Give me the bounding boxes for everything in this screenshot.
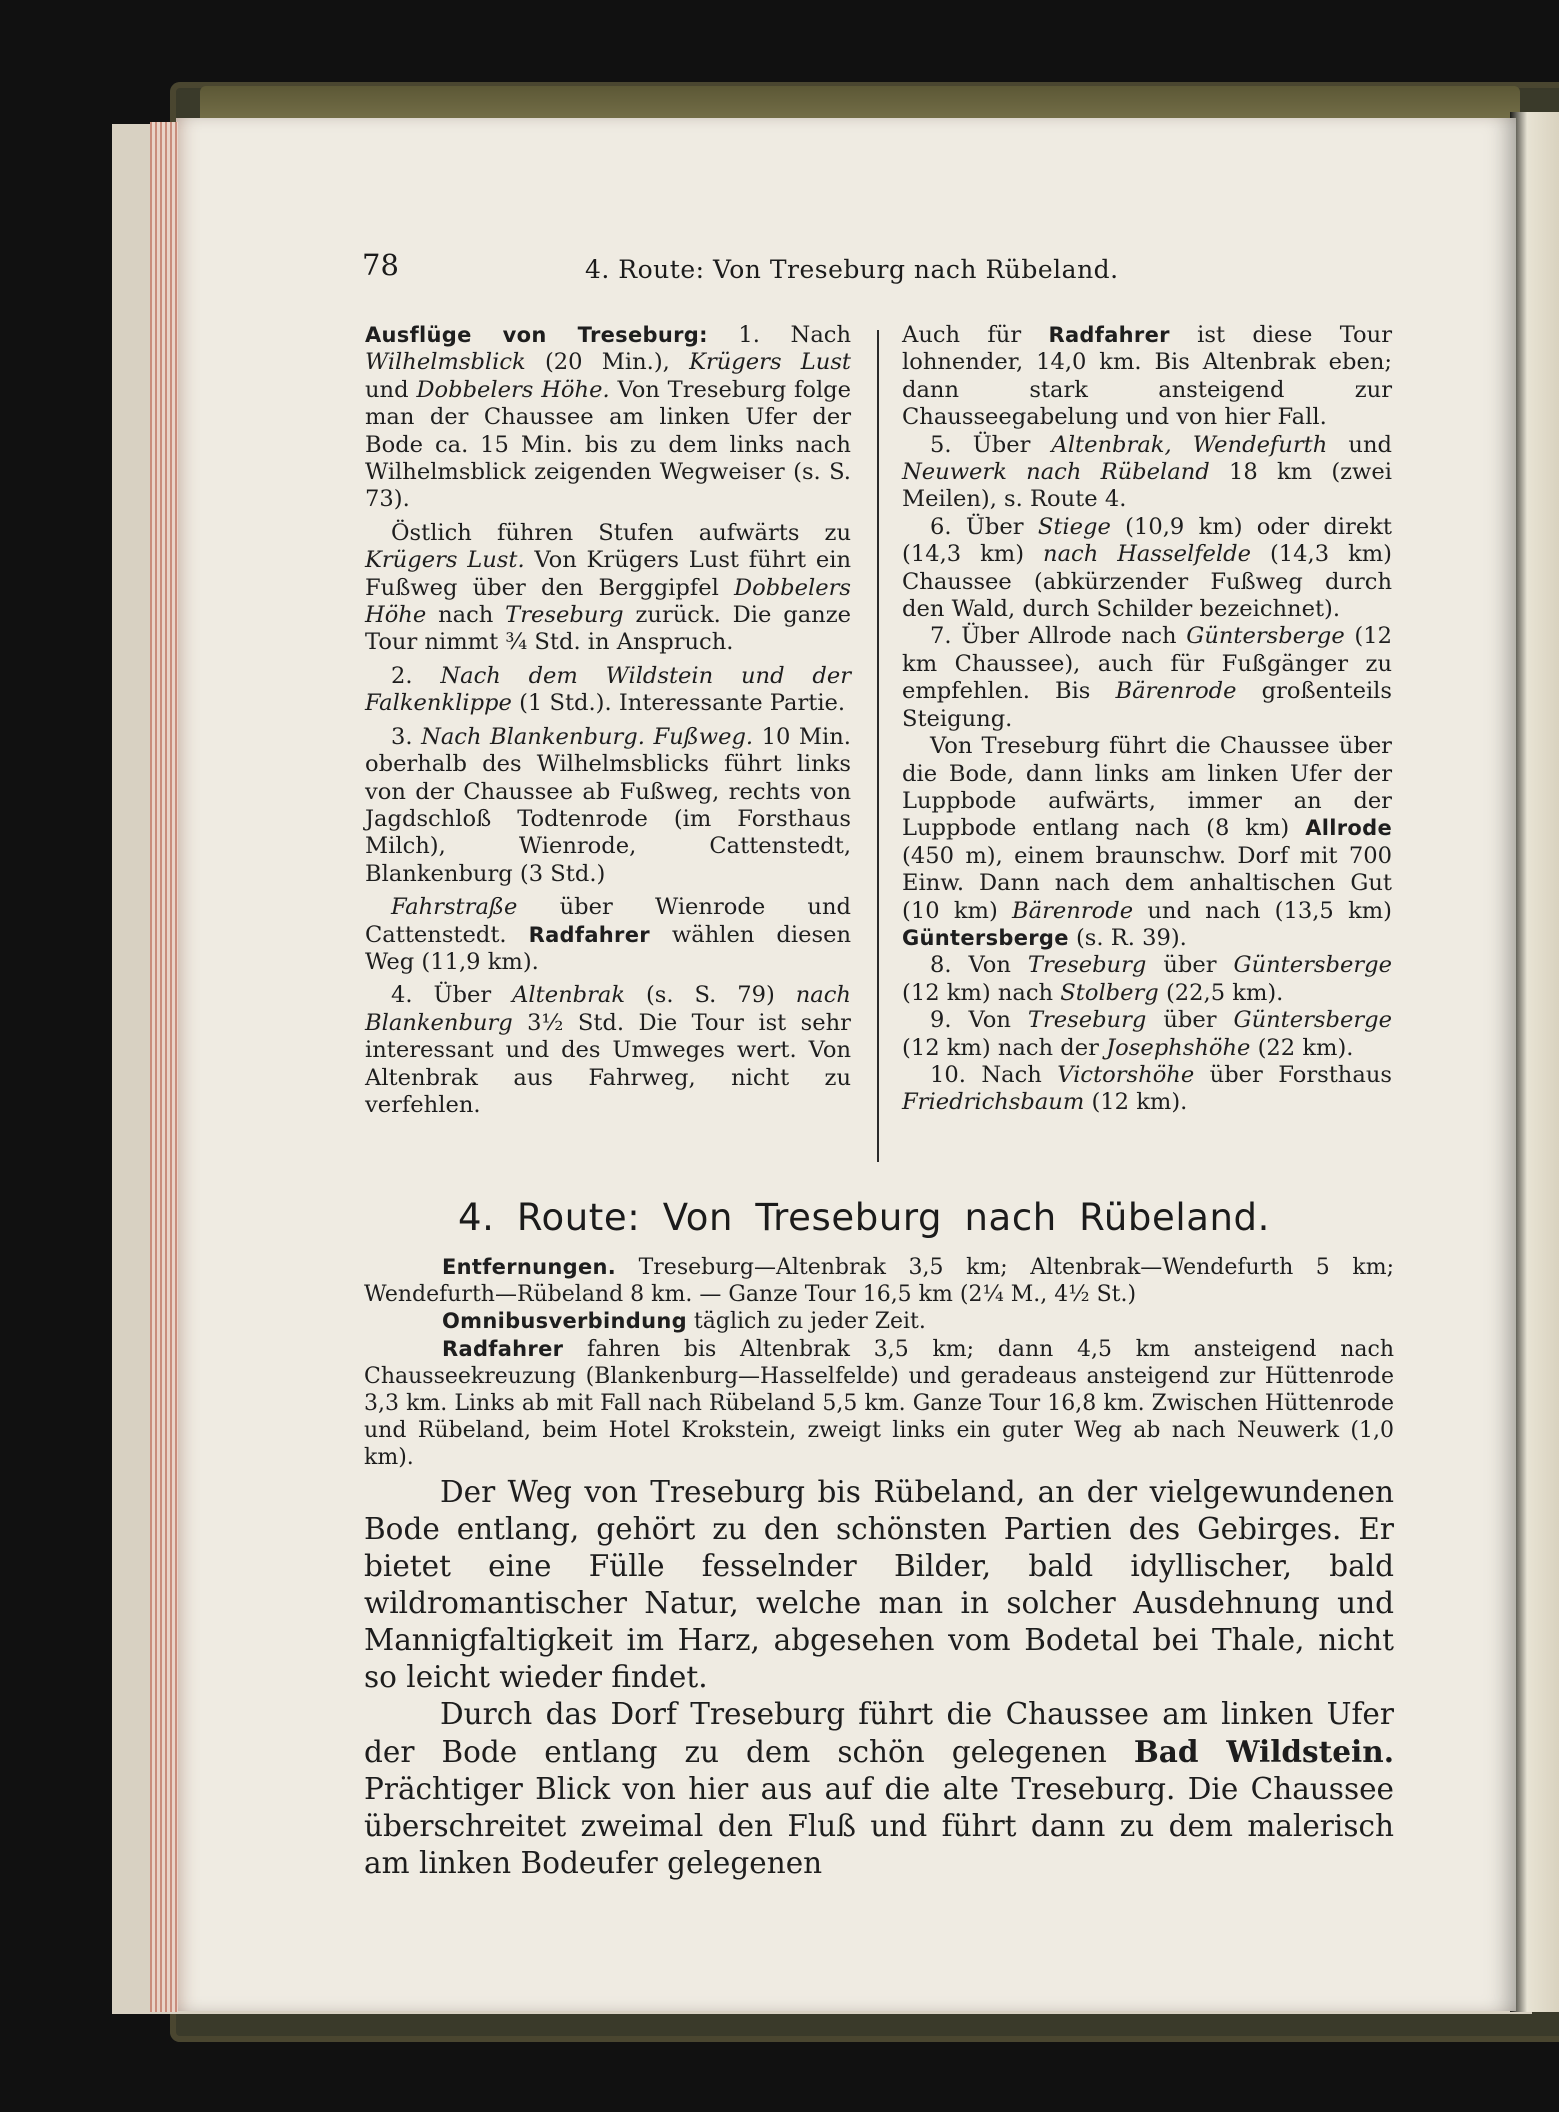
info-distances: Entfernungen. Treseburg—Altenbrak 3,5 km; Altenbrak—Wendefurth 5 km; Wendefurth—Rübeland 8 km. — Ganze Tour 16,5 km (2¼ M., 4½ St.) (364, 1255, 1394, 1308)
excursions-intro: Ausflüge von Treseburg: 1. Nach Wilhelmsblick (20 Min.), Krügers Lust und Dobbelers Höhe. Von Treseburg folge man der Chaussee am linken Ufer der Bode ca. 15 Min. bis zu dem links nach Wilhelmsblick zeigenden Wegweiser (s. S. 73). (365, 322, 852, 513)
facing-page-edge (1510, 112, 1559, 2012)
paragraph-blankenburg: 3. Nach Blankenburg. Fußweg. 10 Min. oberhalb des Wilhelmsblicks führt links von der Chaussee ab Fußweg, rechts von Jagdschloß Todtenrode (im Forsthaus Milch), Wienrode, Cattenstedt, Blankenburg (3 Std.) (365, 723, 851, 887)
paragraph-allrode: Von Treseburg führt die Chaussee über die Bode, dann links am linken Ufer der Luppbode aufwärts, immer an der Luppbode entlang nach (8 km) Allrode (450 m), einem braunschw. Dorf mit 700 Einw. Dann nach dem anhaltischen Gut (10 km) Bärenrode und nach (13,5 km) Güntersberge (s. R. 39). (902, 733, 1392, 951)
red-page-edges (150, 122, 178, 2012)
main-paragraph-1: Der Weg von Treseburg bis Rübeland, an der vielgewundenen Bode entlang, gehört zu den schönsten Partien des Gebirges. Er bietet eine Fülle fesselnder Bilder, bald idyllischer, bald wildromantischer Natur, welche man in solcher Ausdehnung und Mannigfaltigkeit im Harz, abgesehen vom Bodetal bei Thale, nicht so leicht wieder findet. (364, 1475, 1394, 1694)
paragraph-kruegers-lust: Östlich führen Stufen aufwärts zu Krügers Lust. Von Krügers Lust führt ein Fußweg über den Berggipfel Dobbelers Höhe nach Treseburg zurück. Die ganze Tour nimmt ¾ Std. in Anspruch. (365, 519, 851, 656)
paragraph-item-5: 5. Über Altenbrak, Wendefurth und Neuwerk nach Rübeland 18 km (zwei Meilen), s. Route 4. (902, 431, 1392, 513)
info-omnibus: Omnibusverbindung täglich zu jeder Zeit. (442, 1309, 926, 1335)
main-paragraph-2: Durch das Dorf Treseburg führt die Chaussee am linken Ufer der Bode entlang zu dem schön gelegenen Bad Wildstein. Prächtiger Blick von hier aus auf die alte Treseburg. Die Chaussee überschreitet zweimal den Fluß und führt dann zu dem malerisch am linken Bodeufer gelegenen (364, 1697, 1394, 1880)
paragraph-wildstein: 2. Nach dem Wildstein und der Falkenklippe (1 Std.). Interessante Partie. (365, 662, 851, 717)
page-number: 78 (362, 248, 399, 282)
paragraph-altenbrak: 4. Über Altenbrak (s. S. 79) nach Blankenburg 3½ Std. Die Tour ist sehr interessant und des Umweges wert. Von Altenbrak aus Fahrweg, nicht zu verfehlen. (365, 982, 851, 1118)
running-head: 4. Route: Von Treseburg nach Rübeland. (585, 255, 1119, 284)
main-text (364, 1474, 1394, 1882)
paragraph-item-8: 8. Von Treseburg über Güntersberge (12 km) nach Stolberg (22,5 km). (902, 952, 1392, 1006)
paragraph-item-10: 10. Nach Victorshöhe über Forsthaus Friedrichsbaum (12 km). (902, 1061, 1392, 1116)
paragraph-item-7: 7. Über Allrode nach Güntersberge (12 km Chaussee), auch für Fußgänger zu empfehlen. Bis Bärenrode großenteils Steigung. (902, 623, 1392, 732)
info-cyclists: Radfahrer fahren bis Altenbrak 3,5 km; dann 4,5 km ansteigend nach Chausseekreuzung (Blankenburg—Hasselfelde) und geradeaus ansteigend zur Hüttenrode 3,3 km. Links ab mit Fall nach Rübeland 5,5 km. Ganze Tour 16,8 km. Zwischen Hüttenrode und Rübeland, beim Hotel Krokstein, zweigt links ein guter Weg ab nach Neuwerk (1,0 km). (364, 1336, 1394, 1471)
paragraph-fahrstrasse: Fahrstraße über Wienrode und Cattenstedt. Radfahrer wählen diesen Weg (11,9 km). (365, 894, 851, 975)
route-heading: 4. Route: Von Treseburg nach Rübeland. (458, 1196, 1270, 1239)
left-column (365, 322, 851, 1125)
route-info (364, 1254, 1394, 1472)
column-rule (877, 330, 879, 1162)
paragraph-item-9: 9. Von Treseburg über Güntersberge (12 km) nach der Josephshöhe (22 km). (902, 1007, 1392, 1061)
paragraph-item-6: 6. Über Stiege (10,9 km) oder direkt (14,3 km) nach Hasselfelde (14,3 km) Chaussee (abkürzender Fußweg durch den Wald, durch Schilder bezeichnet). (902, 513, 1392, 623)
right-column (902, 322, 1392, 1117)
paragraph-radfahrer: Auch für Radfahrer ist diese Tour lohnender, 14,0 km. Bis Altenbrak eben; dann stark ansteigend zur Chausseegabelung und von hier Fall. (902, 322, 1393, 431)
